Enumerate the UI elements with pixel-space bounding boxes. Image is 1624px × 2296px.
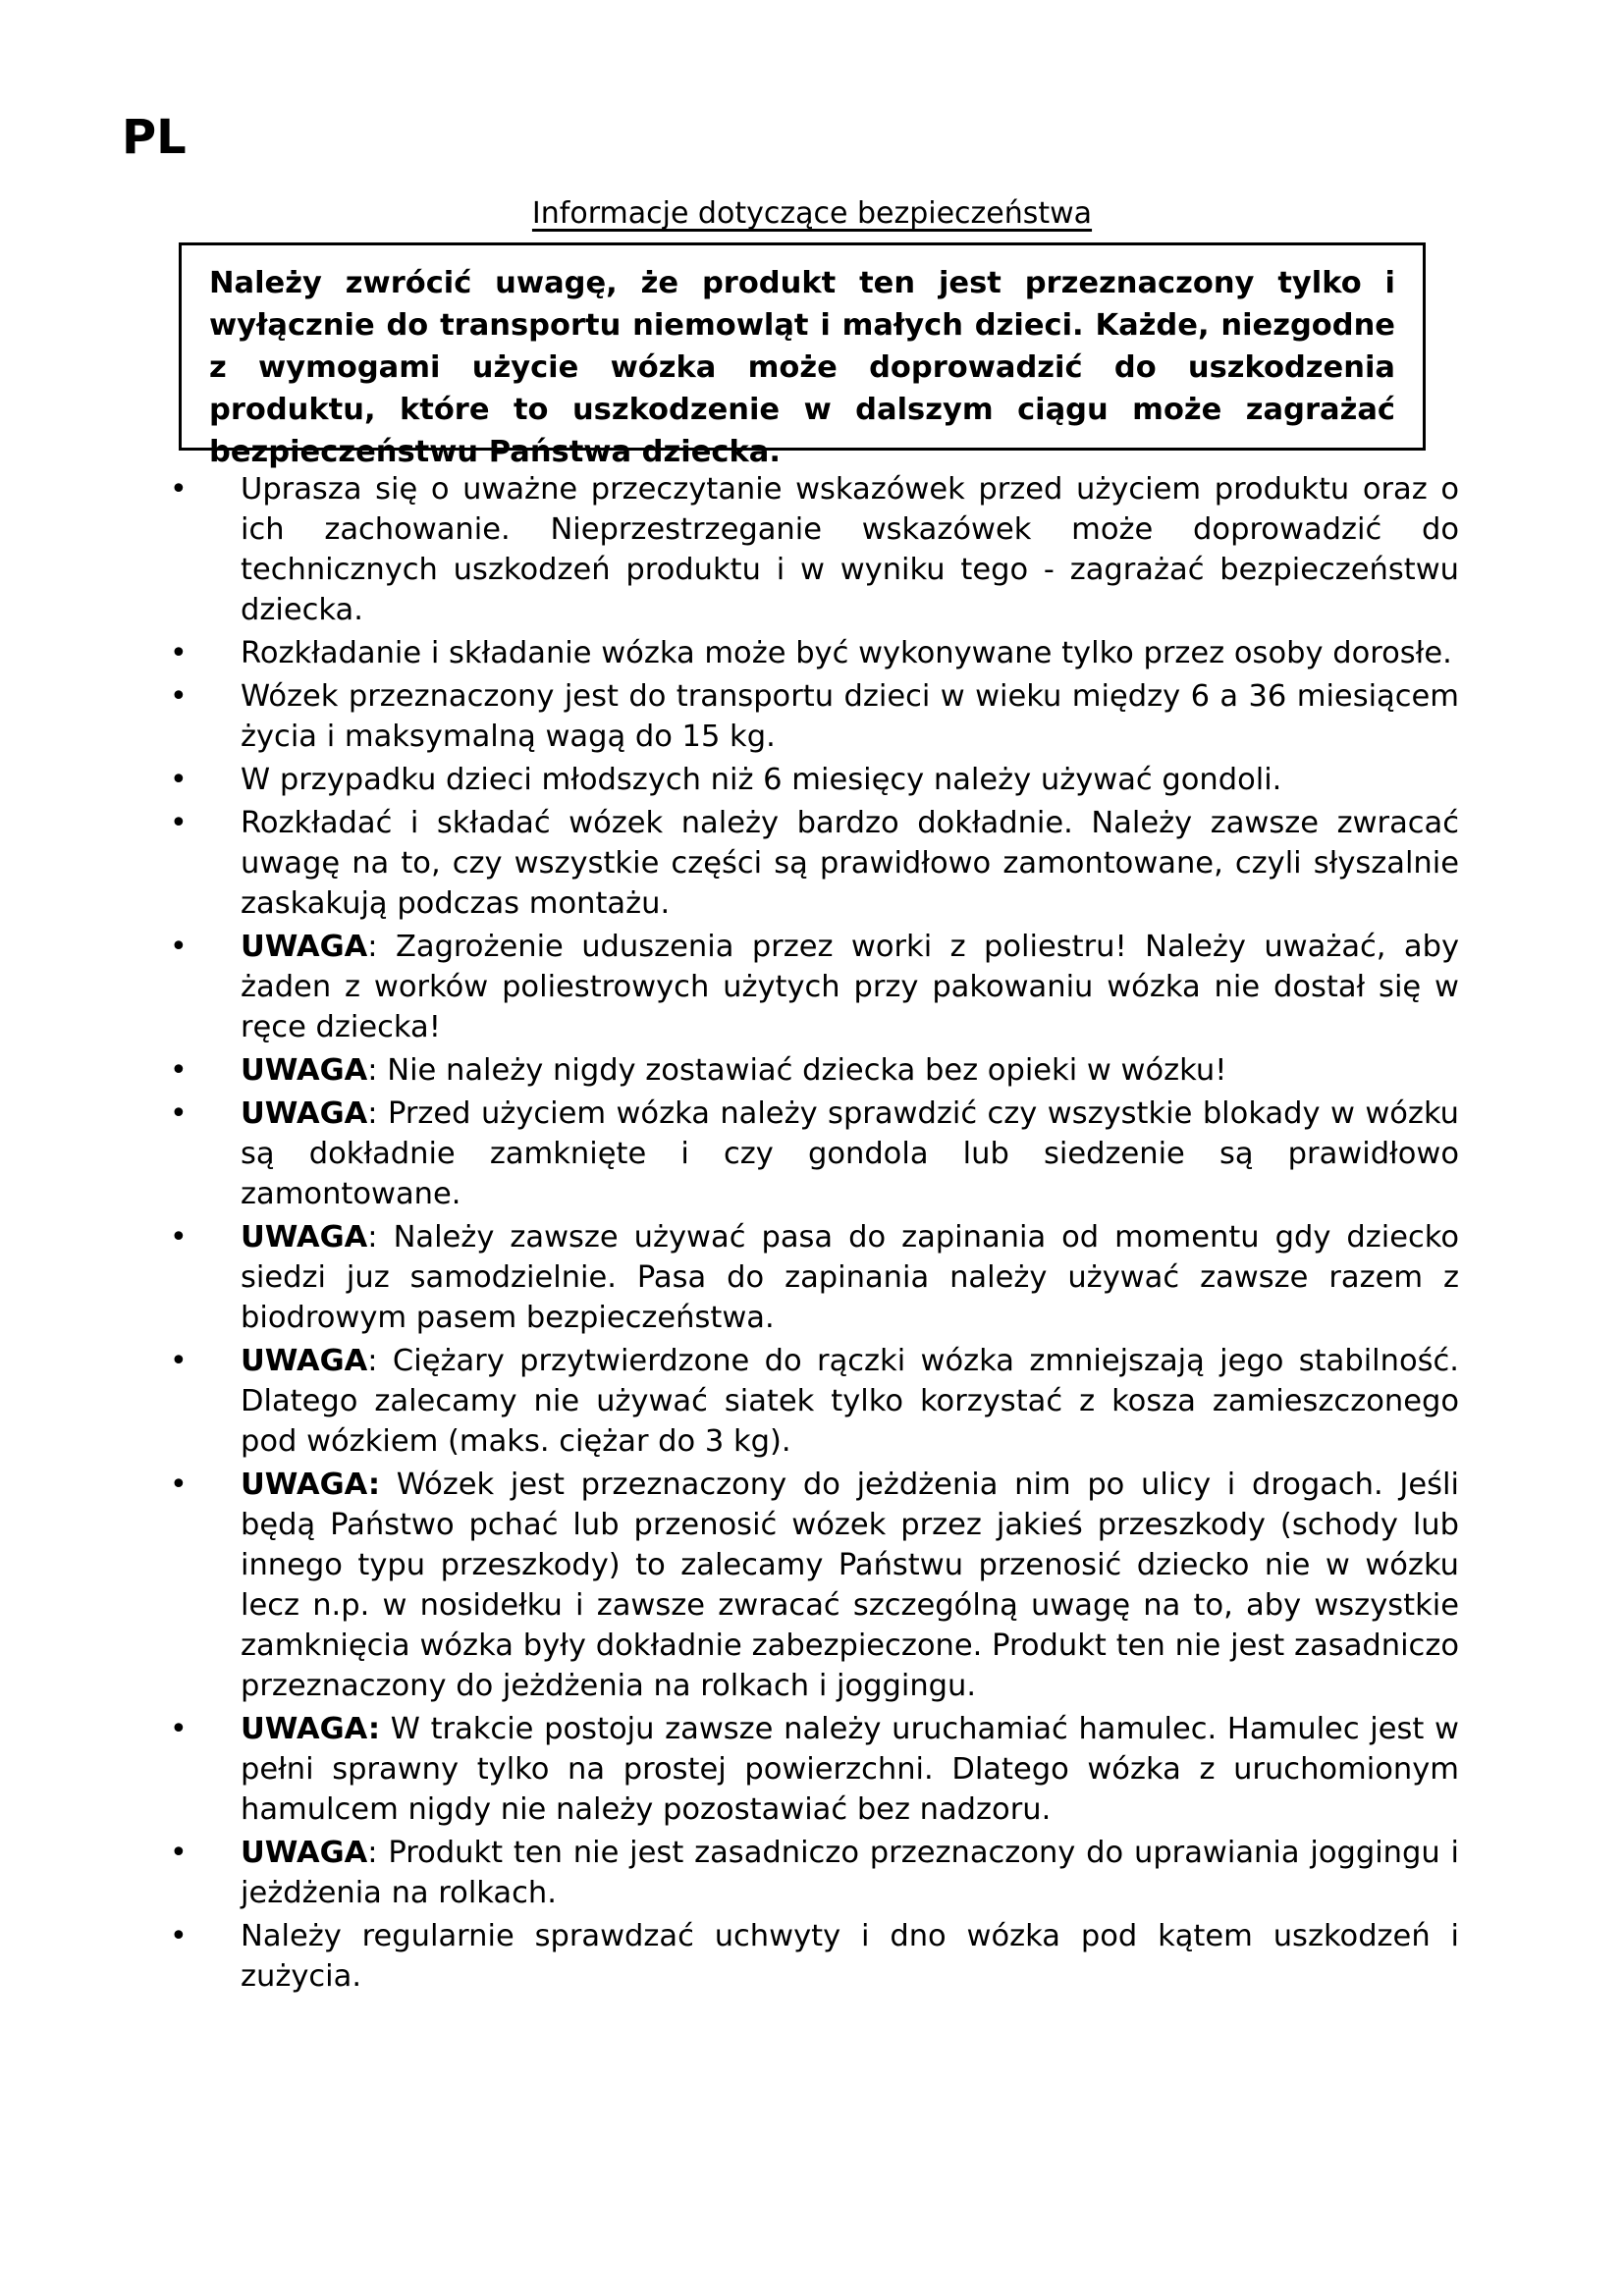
safety-rules-list <box>0 469 1624 2000</box>
list-item <box>0 1709 1624 1830</box>
warning-box: Należy zwrócić uwagę, że produkt ten jest przeznaczony tylko i wyłącznie do transportu niemowląt i małych dzieci. Każde, niezgodne z wymogami użycie wózka może doprowadzić do uszkodzenia produktu, które to uszkodzenie w dalszym ciągu może zagrażać bezpieczeństwu Państwa dziecka. <box>179 242 1426 451</box>
list-item <box>0 1217 1624 1338</box>
warning-label: UWAGA <box>241 1344 368 1378</box>
list-item <box>0 760 1624 800</box>
list-item-text: : Przed użyciem wózka należy sprawdzić czy wszystkie blokady w wózku są dokładnie zamknięte i czy gondola lub siedzenie są prawidłowo zamontowane. <box>241 1096 1459 1211</box>
bullet-icon: • <box>170 930 188 964</box>
list-item-text: : Nie należy nigdy zostawiać dziecka bez opieki w wózku! <box>367 1053 1227 1088</box>
list-item-text: Rozkładać i składać wózek należy bardzo dokładnie. Należy zawsze zwracać uwagę na to, czy wszystkie części są prawidłowo zamontowane, czyli słyszalnie zaskakują podczas montażu. <box>241 806 1459 921</box>
bullet-icon: • <box>170 1344 188 1378</box>
bullet-icon: • <box>170 472 188 507</box>
warning-label: UWAGA: <box>241 1712 381 1746</box>
bullet-icon: • <box>170 1836 188 1870</box>
list-item-text: : Należy zawsze używać pasa do zapinania od momentu gdy dziecko siedzi juz samodzielnie. Pasa do zapinania należy używać zawsze razem z biodrowym pasem bezpieczeństwa. <box>241 1220 1459 1335</box>
language-code: PL <box>122 110 187 165</box>
warning-label: UWAGA: <box>241 1468 381 1502</box>
list-item <box>0 1050 1624 1091</box>
list-item <box>0 633 1624 673</box>
section-title <box>0 194 1624 234</box>
warning-label: UWAGA <box>241 930 368 964</box>
bullet-icon: • <box>170 763 188 797</box>
section-title-text: Informacje dotyczące bezpieczeństwa <box>531 196 1093 231</box>
bullet-icon: • <box>170 1096 188 1131</box>
bullet-icon: • <box>170 806 188 840</box>
list-item <box>0 676 1624 757</box>
warning-label: UWAGA <box>241 1836 368 1870</box>
list-item <box>0 1094 1624 1214</box>
bullet-icon: • <box>170 1053 188 1088</box>
list-item-text: Rozkładanie i składanie wózka może być wykonywane tylko przez osoby dorosłe. <box>241 636 1452 670</box>
bullet-icon: • <box>170 679 188 714</box>
list-item <box>0 1341 1624 1462</box>
list-item-text: W trakcie postoju zawsze należy uruchamiać hamulec. Hamulec jest w pełni sprawny tylko na prostej powierzchni. Dlatego wózka z uruchomionym hamulcem nigdy nie należy pozostawiać bez nadzoru. <box>241 1712 1459 1827</box>
list-item <box>0 803 1624 924</box>
list-item <box>0 469 1624 630</box>
warning-label: UWAGA <box>241 1053 368 1088</box>
warning-label: UWAGA <box>241 1220 368 1255</box>
bullet-icon: • <box>170 1919 188 1953</box>
list-item-text: : Produkt ten nie jest zasadniczo przeznaczony do uprawiania joggingu i jeżdżenia na rolkach. <box>241 1836 1459 1910</box>
list-item-text: : Zagrożenie uduszenia przez worki z poliestru! Należy uważać, aby żaden z worków poliestrowych użytych przy pakowaniu wózka nie dostał się w ręce dziecka! <box>241 930 1459 1044</box>
bullet-icon: • <box>170 1468 188 1502</box>
list-item <box>0 1916 1624 1997</box>
warning-label: UWAGA <box>241 1096 368 1131</box>
bullet-icon: • <box>170 1220 188 1255</box>
list-item-text: Należy regularnie sprawdzać uchwyty i dno wózka pod kątem uszkodzeń i zużycia. <box>241 1919 1459 1994</box>
list-item-text: Uprasza się o uważne przeczytanie wskazówek przed użyciem produktu oraz o ich zachowanie. Nieprzestrzeganie wskazówek może doprowadzić do technicznych uszkodzeń produktu i w wyniku tego - zagrażać bezpieczeństwu dziecka. <box>241 472 1459 627</box>
list-item-text: Wózek przeznaczony jest do transportu dzieci w wieku między 6 a 36 miesiącem życia i maksymalną wagą do 15 kg. <box>241 679 1459 754</box>
list-item <box>0 1465 1624 1706</box>
list-item-text: : Ciężary przytwierdzone do rączki wózka zmniejszają jego stabilność. Dlatego zalecamy nie używać siatek tylko korzystać z kosza zamieszczonego pod wózkiem (maks. ciężar do 3 kg). <box>241 1344 1459 1459</box>
bullet-icon: • <box>170 1712 188 1746</box>
bullet-icon: • <box>170 636 188 670</box>
list-item-text: W przypadku dzieci młodszych niż 6 miesięcy należy używać gondoli. <box>241 763 1282 797</box>
list-item-text: Wózek jest przeznaczony do jeżdżenia nim po ulicy i drogach. Jeśli będą Państwo pchać lub przenosić wózek przez jakieś przeszkody (schody lub innego typu przeszkody) to zalecamy Państwu przenosić dziecko nie w wózku lecz n.p. w nosidełku i zawsze zwracać szczególną uwagę na to, aby wszystkie zamknięcia wózka były dokładnie zabezpieczone. Produkt ten nie jest zasadniczo przeznaczony do jeżdżenia na rolkach i joggingu. <box>241 1468 1459 1703</box>
list-item <box>0 927 1624 1047</box>
list-item <box>0 1833 1624 1913</box>
